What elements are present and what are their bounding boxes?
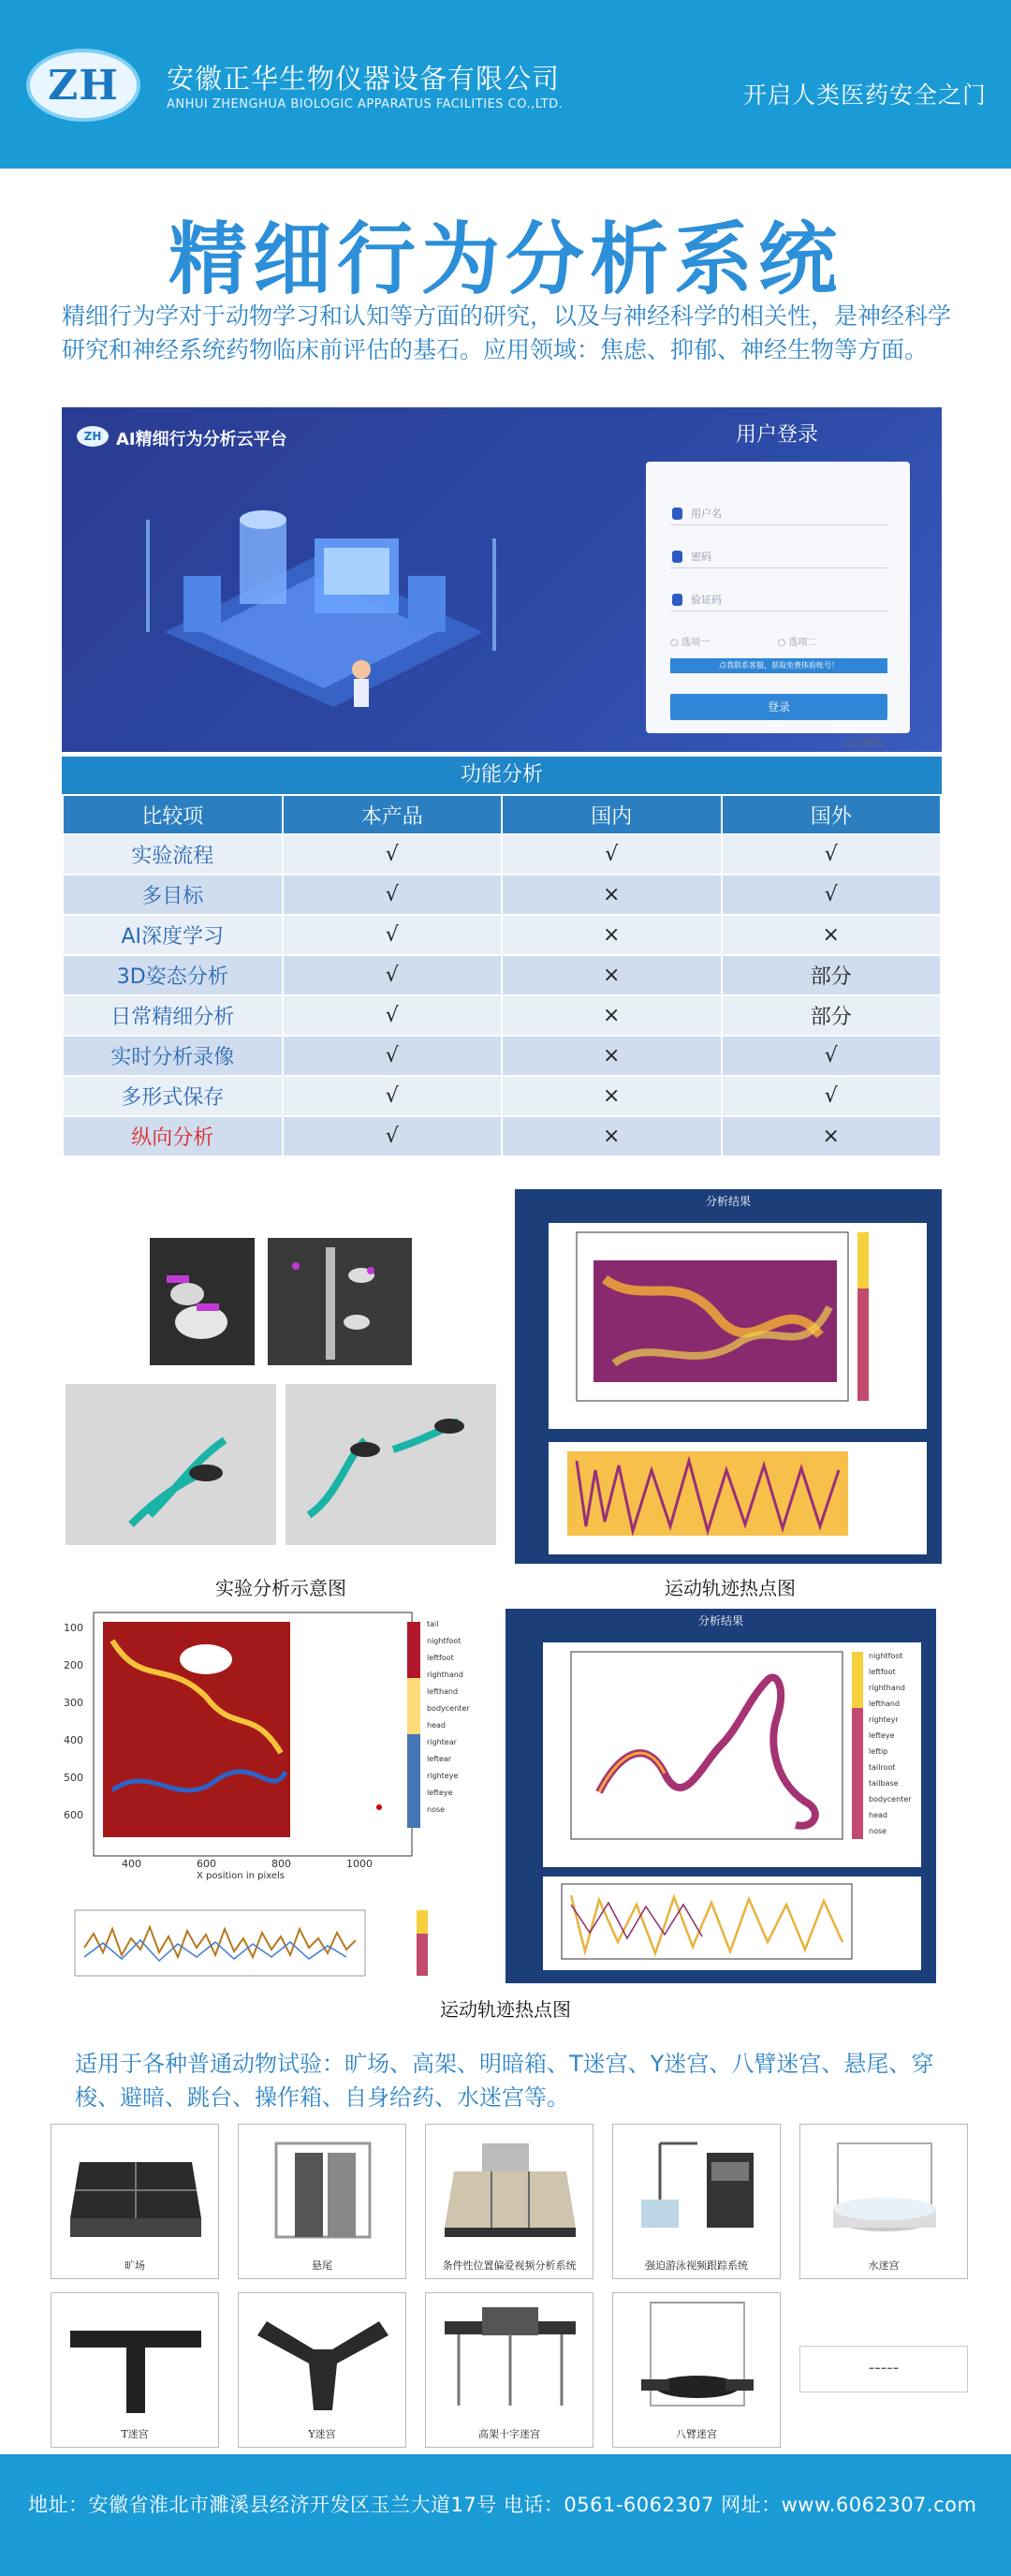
table-row <box>63 1116 941 1156</box>
header-banner <box>0 0 1011 169</box>
radio-option-1[interactable]: ○ 选项一 <box>670 638 710 648</box>
cell-domestic: × <box>502 1116 722 1156</box>
captcha-placeholder: 验证码 <box>691 594 722 606</box>
app-y-maze <box>238 2292 406 2448</box>
app-radial-maze <box>612 2292 781 2448</box>
header-ours: 本产品 <box>283 795 503 834</box>
app-label-forced-swim: 强迫游泳视频跟踪系统 <box>645 2260 748 2272</box>
cell-item: 多形式保存 <box>63 1076 283 1116</box>
company-name-en: ANHUI ZHENGHUA BIOLOGIC APPARATUS FACILITIES CO.,LTD. <box>167 97 564 111</box>
trajectory-plot-3 <box>543 1642 921 1867</box>
app-label-tail-suspension: 悬尾 <box>312 2260 332 2272</box>
x-tick-label: 1000 <box>346 1858 373 1870</box>
cell-domestic: × <box>502 955 722 995</box>
trajectory-photos-graphic <box>66 1384 496 1545</box>
y-tick-label: 500 <box>64 1772 83 1784</box>
header-foreign: 国外 <box>722 795 942 834</box>
legend-item: rightear <box>427 1738 457 1746</box>
cell-ours: √ <box>283 875 503 915</box>
cell-foreign: × <box>722 915 942 955</box>
legend-item: head <box>869 1811 887 1819</box>
app-water-maze <box>799 2124 968 2279</box>
cell-item: 多目标 <box>63 875 283 915</box>
applications-text: 适用于各种普通动物试验：旷场、高架、明暗箱、T迷宫、Y迷宫、八臂迷宫、悬尾、穿梭、避暗、跳台、操作箱、自身给药、水迷宫等。 <box>75 2051 934 2111</box>
table-header-row <box>63 795 941 834</box>
legend-item: leftfoot <box>869 1668 896 1676</box>
placeholder-text: ----- <box>868 2358 900 2377</box>
cell-foreign: √ <box>722 875 942 915</box>
big-heatmap <box>56 1603 470 1884</box>
cell-ours: √ <box>283 1116 503 1156</box>
platform-logo: ZH <box>77 426 109 447</box>
mouse-photo-2-graphic <box>268 1238 412 1365</box>
y-tick-label: 100 <box>64 1622 83 1634</box>
cell-item: 实验流程 <box>63 834 283 875</box>
cell-foreign: 部分 <box>722 995 942 1036</box>
trajectory-plot-4-graphic <box>543 1877 921 1970</box>
comparison-table <box>62 757 942 1157</box>
cpp-box-icon <box>426 2125 594 2256</box>
analysis-panel-2 <box>506 1609 936 1983</box>
app-open-field <box>51 2124 219 2279</box>
tail-suspension-icon <box>239 2125 407 2256</box>
legend-item: leftfoot <box>427 1654 454 1662</box>
cell-domestic: × <box>502 995 722 1036</box>
mouse-photo-1-graphic <box>150 1238 255 1365</box>
mouse-photo-1 <box>150 1238 255 1365</box>
trajectory-plot-4 <box>543 1877 921 1970</box>
lock-icon <box>672 551 682 563</box>
legend-item: righteye <box>427 1772 459 1780</box>
cell-ours: √ <box>283 1076 503 1116</box>
legend-item: righthand <box>869 1684 905 1692</box>
cell-item: 纵向分析 <box>63 1116 283 1156</box>
experiment-photo-bottom <box>66 1384 496 1545</box>
app-cpp <box>425 2124 593 2279</box>
cell-ours: √ <box>283 915 503 955</box>
comparison-grid <box>62 794 942 1157</box>
slogan: 开启人类医药安全之门 <box>742 81 987 109</box>
cell-ours: √ <box>283 995 503 1036</box>
app-t-maze <box>51 2292 219 2448</box>
legend-item: tailbase <box>869 1779 899 1788</box>
x-tick-label: 400 <box>122 1858 141 1870</box>
intro-paragraph: 精细行为学对于动物学习和认知等方面的研究，以及与神经科学的相关性，是神经科学研究和神经系统药物临床前评估的基石。应用领域：焦虑、抑郁、神经生物等方面。 <box>62 302 952 363</box>
trajectory-plot-1 <box>549 1223 927 1429</box>
cell-foreign: × <box>722 1116 942 1156</box>
login-button[interactable]: 登录 <box>670 694 887 720</box>
legend-item: leftip <box>869 1747 888 1756</box>
mouse-photo-2 <box>268 1238 412 1365</box>
cell-foreign: 部分 <box>722 955 942 995</box>
cell-foreign: √ <box>722 1036 942 1076</box>
table-row <box>63 1036 941 1076</box>
forgot-password-link[interactable]: 忘记密码 <box>844 739 882 749</box>
table-row <box>63 955 941 995</box>
legend-item: nightfoot <box>869 1652 903 1660</box>
trajectory-plot-3-graphic <box>543 1642 921 1867</box>
radial-maze-icon <box>613 2293 782 2424</box>
app-label-cpp: 条件性位置偏爱视频分析系统 <box>442 2260 577 2272</box>
user-icon <box>672 508 682 520</box>
trial-notice-link[interactable]: 点我联系客服，获取免费体验帐号！ <box>670 658 887 673</box>
cell-domestic: × <box>502 915 722 955</box>
legend-item: righthand <box>427 1671 463 1679</box>
trajectory-plot-2-graphic <box>549 1442 927 1554</box>
table-row <box>63 875 941 915</box>
logo-text: ZH <box>48 61 119 110</box>
legend-item: head <box>427 1721 446 1730</box>
elevated-plus-icon <box>426 2293 594 2424</box>
experiment-photo-top <box>150 1238 412 1365</box>
app-label-elevated-plus: 高架十字迷宫 <box>478 2428 540 2440</box>
captcha-field[interactable] <box>670 589 887 611</box>
legend-item: lefteye <box>869 1731 895 1740</box>
password-placeholder: 密码 <box>691 551 711 563</box>
shield-icon <box>672 594 682 606</box>
trajectory-plot-2 <box>549 1442 927 1554</box>
t-maze-icon <box>51 2293 220 2424</box>
open-field-icon <box>51 2125 220 2256</box>
caption-heatmap-1: 运动轨迹热点图 <box>665 1577 796 1599</box>
app-placeholder <box>799 2346 968 2392</box>
footer-banner <box>0 2454 1011 2576</box>
big-heatmap-x-label: X position in pixels <box>197 1871 285 1881</box>
table-row <box>63 915 941 955</box>
username-placeholder: 用户名 <box>691 508 722 520</box>
y-tick-label: 200 <box>64 1659 83 1671</box>
water-maze-icon <box>800 2125 969 2256</box>
app-label-t-maze: T迷宫 <box>121 2428 149 2440</box>
app-label-water-maze: 水迷宫 <box>868 2260 900 2272</box>
big-heatmap-legend <box>427 1616 470 1818</box>
table-row <box>63 995 941 1036</box>
cell-domestic: × <box>502 1036 722 1076</box>
platform-title: AI精细行为分析云平台 <box>116 430 287 449</box>
y-tick-label: 600 <box>64 1809 83 1821</box>
table-row <box>63 834 941 875</box>
header-item: 比较项 <box>63 795 283 834</box>
legend-item: righteyr <box>869 1715 899 1724</box>
company-logo <box>26 49 140 122</box>
cell-foreign: √ <box>722 1076 942 1116</box>
cell-item: AI深度学习 <box>63 915 283 955</box>
radio-row <box>670 634 887 648</box>
footer-contact: 地址：安徽省淮北市濉溪县经济开发区玉兰大道17号 电话：0561-6062307 网址：www.6062307.com <box>28 2494 977 2516</box>
login-card <box>646 462 910 749</box>
analysis-panel-1 <box>515 1189 942 1564</box>
app-tail-suspension <box>238 2124 406 2279</box>
caption-experiment: 实验分析示意图 <box>215 1577 346 1599</box>
isometric-illustration <box>127 464 520 744</box>
time-series-graphic <box>66 1901 440 1985</box>
app-label-open-field: 旷场 <box>125 2260 145 2272</box>
cell-item: 实时分析录像 <box>63 1036 283 1076</box>
app-forced-swim <box>612 2124 781 2279</box>
legend-item: tailroot <box>869 1763 896 1772</box>
login-title: 用户登录 <box>736 423 819 447</box>
cell-domestic: × <box>502 875 722 915</box>
y-tick-label: 300 <box>64 1697 83 1709</box>
app-label-radial-maze: 八臂迷宫 <box>676 2428 717 2440</box>
legend-item: bodycenter <box>427 1704 470 1713</box>
cell-ours: √ <box>283 834 503 875</box>
panel-2-legend <box>869 1648 925 1839</box>
legend-item: nose <box>427 1805 446 1814</box>
cell-item: 3D姿态分析 <box>63 955 283 995</box>
trajectory-plot-1-graphic <box>549 1223 927 1429</box>
table-row <box>63 1076 941 1116</box>
app-label-y-maze: Y迷宫 <box>308 2428 336 2440</box>
cell-item: 日常精细分析 <box>63 995 283 1036</box>
legend-item: bodycenter <box>869 1795 912 1803</box>
y-maze-icon <box>239 2293 407 2424</box>
cell-ours: √ <box>283 1036 503 1076</box>
company-name-cn: 安徽正华生物仪器设备有限公司 <box>167 63 561 95</box>
legend-item: lefteye <box>427 1788 453 1797</box>
header-domestic: 国内 <box>502 795 722 834</box>
legend-item: lefthand <box>427 1687 459 1696</box>
radio-option-2[interactable]: ○ 选项二 <box>777 638 817 648</box>
cell-foreign: √ <box>722 834 942 875</box>
big-heatmap-graphic <box>56 1603 470 1884</box>
page-title: 精细行为分析系统 <box>168 213 842 305</box>
app-elevated-plus <box>425 2292 593 2448</box>
legend-item: nose <box>869 1827 887 1835</box>
panel-title-1: 分析结果 <box>705 1195 751 1208</box>
caption-heatmap-2: 运动轨迹热点图 <box>440 1998 571 2021</box>
time-series-strip <box>66 1901 440 1985</box>
y-tick-label: 400 <box>64 1734 83 1746</box>
login-screenshot <box>62 407 942 752</box>
forced-swim-icon <box>613 2125 782 2256</box>
password-field[interactable] <box>670 546 887 568</box>
table-title: 功能分析 <box>62 757 942 794</box>
legend-item: tail <box>427 1620 439 1628</box>
legend-item: leftear <box>427 1755 452 1763</box>
username-field[interactable] <box>670 503 887 525</box>
cell-ours: √ <box>283 955 503 995</box>
cell-domestic: × <box>502 1076 722 1116</box>
x-tick-label: 600 <box>197 1858 216 1870</box>
x-tick-label: 800 <box>271 1858 291 1870</box>
panel-title-2: 分析结果 <box>697 1614 743 1627</box>
cell-domestic: √ <box>502 834 722 875</box>
legend-item: nightfoot <box>427 1637 462 1645</box>
legend-item: lefthand <box>869 1700 901 1708</box>
